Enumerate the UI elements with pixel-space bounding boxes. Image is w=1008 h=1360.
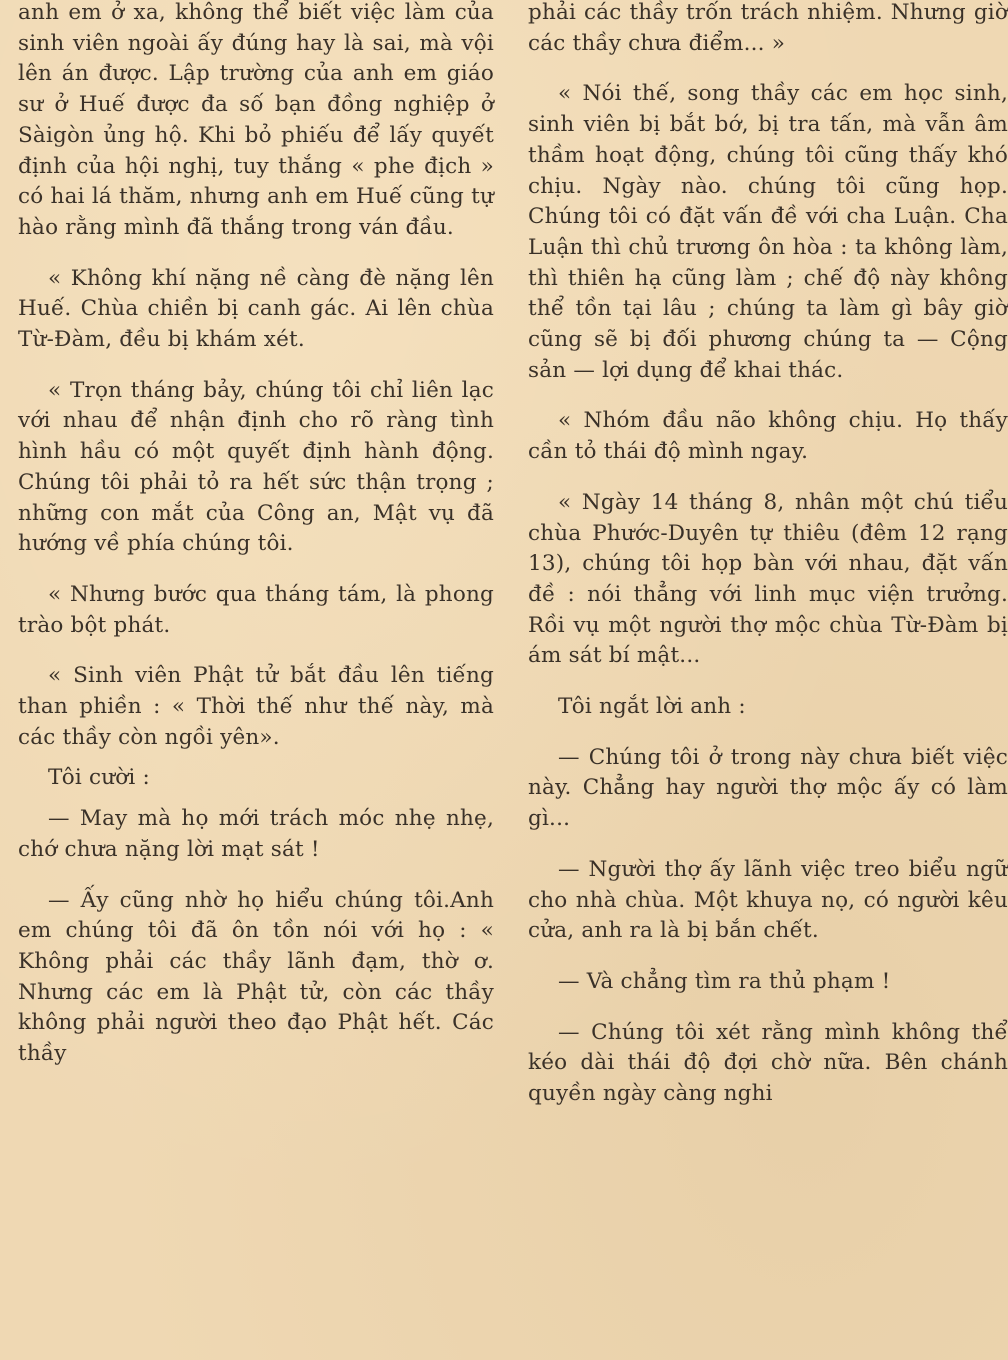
paragraph: « Không khí nặng nề càng đè nặng lên Huế. Chùa chiền bị canh gác. Ai lên chùa Từ-Đàm, đều bị khám xét. (18, 265, 494, 353)
paragraph: — Ấy cũng nhờ họ hiểu chúng tôi.Anh em chúng tôi đã ôn tồn nói với họ : « Không phải các thầy lãnh đạm, thờ ơ. Nhưng các em là Phật tử, còn các thầy không phải người theo đạo Phật hết. Các thầy (18, 887, 494, 1067)
paragraph: « Sinh viên Phật tử bắt đầu lên tiếng than phiền : « Thời thế như thế này, mà các thầy còn ngồi yên». (18, 663, 494, 750)
paragraph: — Chúng tôi xét rằng mình không thể kéo dài thái độ đợi chờ nữa. Bên chánh quyền ngày càng nghi (528, 1019, 1008, 1107)
paragraph: Tôi cười : (48, 765, 150, 791)
left-column (18, 0, 494, 1070)
paragraph: anh em ở xa, không thể biết việc làm của sinh viên ngoài ấy đúng hay là sai, mà vội lên án được. Lập trường của anh em giáo sư ở Huế được đa số bạn đồng nghiệp ở Sàigòn ủng hộ. Khi bỏ phiếu để lấy quyết định của hội nghị, tuy thắng « phe địch » có hai lá thăm, nhưng anh em Huế cũng tự hào rằng mình đã thắng trong ván đầu. (18, 0, 494, 240)
paragraph: — Chúng tôi ở trong này chưa biết việc này. Chẳng hay người thợ mộc ấy có làm gì... (528, 744, 1008, 832)
paragraph: « Nói thế, song thầy các em học sinh, sinh viên bị bắt bớ, bị tra tấn, mà vẫn âm thầm hoạt động, chúng tôi cũng thấy khó chịu. Ngày nào. chúng tôi cũng họp. Chúng tôi có đặt vấn đề với cha Luận. Cha Luận thì chủ trương ôn hòa : ta không làm, thì thiên hạ cũng làm ; chế độ này không thể tồn tại lâu ; chúng ta làm gì bây giờ cũng sẽ bị đối phương chúng ta — Cộng sản — lợi dụng để khai thác. (528, 81, 1008, 383)
paragraph: « Trọn tháng bảy, chúng tôi chỉ liên lạc với nhau để nhận định cho rõ ràng tình hình hầu có một quyết định hành động. Chúng tôi phải tỏ ra hết sức thận trọng ; những con mắt của Công an, Mật vụ đã hướng về phía chúng tôi. (18, 377, 494, 557)
paragraph: « Nhóm đầu não không chịu. Họ thấy cần tỏ thái độ mình ngay. (528, 408, 1008, 465)
paragraph: « Nhưng bước qua tháng tám, là phong trào bột phát. (18, 581, 494, 638)
right-column (528, 0, 1008, 1110)
paragraph: — Và chẳng tìm ra thủ phạm ! (558, 968, 891, 994)
paragraph: phải các thầy trốn trách nhiệm. Nhưng giờ các thầy chưa điểm... » (528, 0, 1008, 56)
paragraph: — May mà họ mới trách móc nhẹ nhẹ, chớ chưa nặng lời mạt sát ! (18, 806, 494, 862)
paragraph: « Ngày 14 tháng 8, nhân một chú tiểu chùa Phước-Duyên tự thiêu (đêm 12 rạng 13), chúng tôi họp bàn với nhau, đặt vấn đề : nói thẳng với linh mục viện trưởng. Rồi vụ một người thợ mộc chùa Từ-Đàm bị ám sát bí mật... (528, 489, 1008, 669)
paragraph: Tôi ngắt lời anh : (558, 694, 746, 720)
paragraph: — Người thợ ấy lãnh việc treo biểu ngữ cho nhà chùa. Một khuya nọ, có người kêu cửa, anh ra là bị bắn chết. (528, 856, 1008, 944)
